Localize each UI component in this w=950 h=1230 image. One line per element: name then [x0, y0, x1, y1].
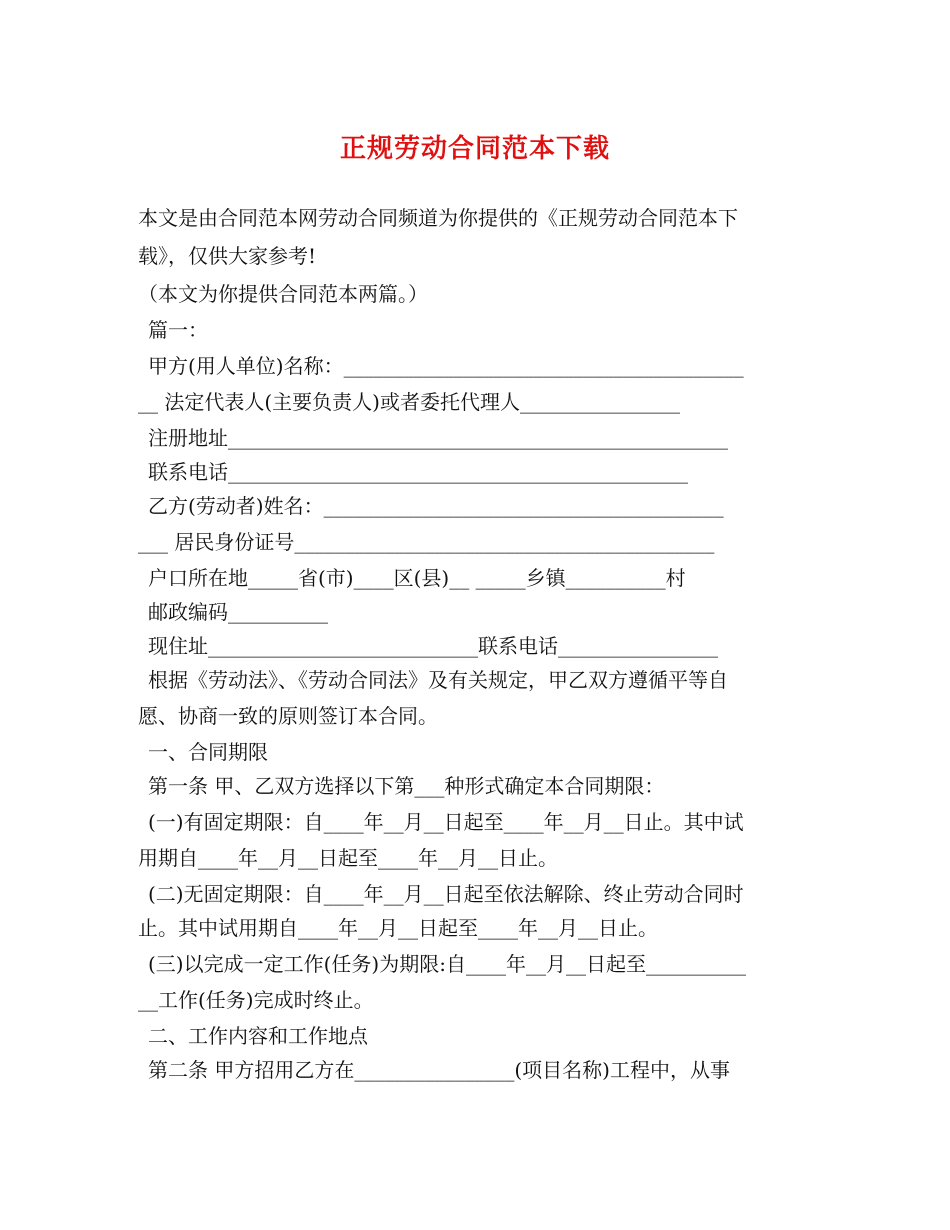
form-field-line: 户口所在地_____省(市)____区(县)__ _____乡镇__________村	[148, 566, 686, 590]
clause-line: 第一条 甲、乙双方选择以下第___种形式确定本合同期限：	[148, 774, 665, 798]
form-field-line: 联系电话______________________________________________	[148, 460, 688, 484]
clause-line: 止。其中试用期自____年__月__日起至____年__月__日止。	[138, 916, 658, 940]
form-field-line: ___ 居民身份证号__________________________________________	[138, 530, 715, 554]
section-heading: 一、合同期限	[148, 740, 268, 764]
clause-line: (二)无固定期限：自____年__月__日起至依法解除、终止劳动合同时	[148, 882, 744, 906]
form-field-line: __ 法定代表人(主要负责人)或者委托代理人________________	[138, 390, 680, 414]
paragraph-line: 愿、协商一致的原则签订本合同。	[138, 704, 438, 728]
clause-line: (三)以完成一定工作(任务)为期限:自____年__月__日起至__________	[148, 952, 746, 976]
clause-line: (一)有固定期限：自____年__月__日起至____年__月__日止。其中试	[148, 810, 744, 834]
document-title: 正规劳动合同范本下载	[339, 134, 610, 164]
clause-line: 第二条 甲方招用乙方在________________(项目名称)工程中，从事	[148, 1058, 730, 1082]
paragraph-line: 载》，仅供大家参考!	[138, 244, 317, 268]
form-field-line: 邮政编码__________	[148, 600, 328, 624]
clause-line: __工作(任务)完成时终止。	[138, 988, 374, 1012]
section-heading: 篇一：	[148, 318, 208, 342]
section-heading: 二、工作内容和工作地点	[148, 1024, 368, 1048]
paragraph-line: 根据《劳动法》、《劳动合同法》及有关规定，甲乙双方遵循平等自	[148, 668, 728, 692]
paragraph-line: （本文为你提供合同范本两篇。）	[138, 282, 428, 306]
form-field-line: 现住址___________________________联系电话________________	[148, 634, 718, 658]
form-field-line: 注册地址__________________________________________________	[148, 426, 728, 450]
form-field-line: 甲方(用人单位)名称：________________________________________	[148, 354, 744, 378]
paragraph-line: 本文是由合同范本网劳动合同频道为你提供的《正规劳动合同范本下	[138, 206, 738, 230]
form-field-line: 乙方(劳动者)姓名：________________________________________	[148, 494, 724, 518]
clause-line: 用期自____年__月__日起至____年__月__日止。	[138, 846, 558, 870]
